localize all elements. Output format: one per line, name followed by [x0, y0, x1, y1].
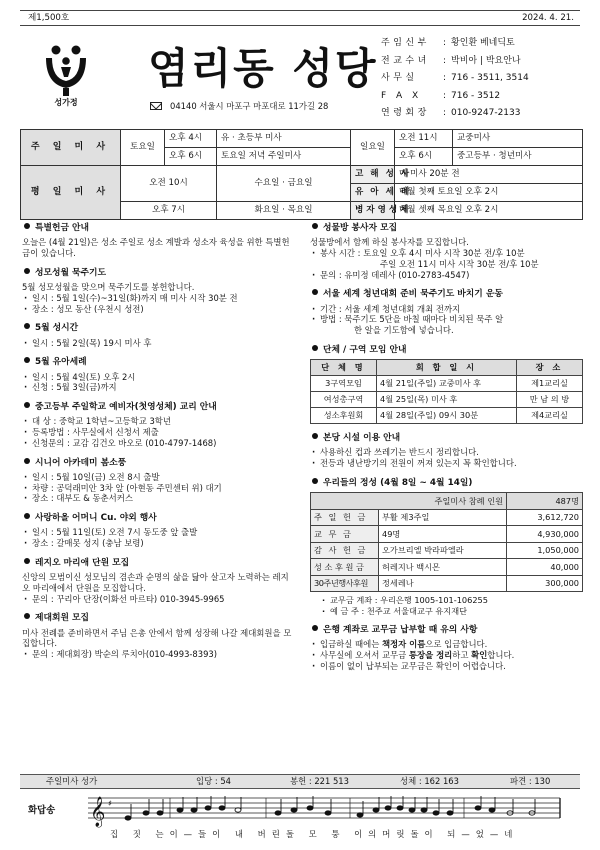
bullet-icon	[24, 458, 30, 464]
music-staff	[88, 792, 580, 828]
psalm-label: 화답송	[28, 805, 56, 816]
bullet-icon	[24, 402, 30, 408]
bullet-icon	[24, 323, 30, 329]
groups-table: 단 체 명 회 합 일 시 장 소 3구역모임 4월 21일(주일) 교중미사 후 제1교리실 여성총구역 4월 25일(목) 미사 후 만 남 의 방 성소후원회 4월 28일(주일) 09시 30분 제4교리실	[310, 359, 583, 424]
table-row: 주 일 헌 금 부활 제3주일 3,612,720	[311, 509, 583, 526]
rosary-section: 성모성월 묵주기도 5월 성모성월을 맞으며 묵주기도를 봉헌합니다. · 일시 : 5월 1일(수)~31일(화)까지 매 미사 시작 30분 전 · 장소 : 성모 동산 (우천시 성전)	[22, 268, 296, 315]
top-strip	[20, 10, 580, 26]
transfer-notice-section: 은행 계좌로 교무금 납부할 때 유의 사항 · 입금하실 때에는 책정자 이름으로 입금합니다. · 사무실에 오셔서 교무금 통장을 정리하고 확인합니다. · 이름이 없이 납부되는 교무금은 확인이 어렵습니다.	[310, 625, 582, 672]
table-row: 감 사 헌 금 오가브리엘 박라파엘라 1,050,000	[311, 542, 583, 559]
mail-icon	[150, 102, 162, 110]
parish-address: 04140 서울시 마포구 마포대로 11가길 28	[150, 101, 328, 112]
wyd-rosary-section: 서울 세계 청년대회 준비 묵주기도 바치기 운동 · 기간 : 서울 세계 청년대회 개최 전까지 · 방법 : 묵주기도 5단을 바칠 때마다 비치된 묵주 알 한 알을 기도함에 넣습니다.	[310, 289, 582, 336]
bullet-icon	[312, 478, 318, 484]
bullet-icon	[24, 357, 30, 363]
left-column	[22, 223, 296, 669]
altar-section: 제대회원 모집 미사 전례를 준비하면서 주님 은총 안에서 함께 성장해 나갈 제대회원을 모집합니다. · 문의 : 제대회장) 박순의 루치아(010-4993-8393)	[22, 613, 296, 660]
hymn-stats-bar: 주일미사 성가 입당 : 54 봉헌 : 221 513 성체 : 162 163 파견 : 130	[20, 774, 580, 789]
bullet-icon	[312, 345, 318, 351]
sunday-mass-label: 주 일 미 사	[21, 130, 121, 166]
volunteer-section: 성물방 봉사자 모집 성물방에서 함께 하실 봉사자를 모집합니다. · 봉사 시간 : 토요일 오후 4시 미사 시작 30분 전/후 10분 주일 오전 11시 미사 시작 30분 전/후 10분 · 문의 : 유미정 데레사 (010-2783-4547)	[310, 223, 582, 280]
holy-family-logo	[42, 44, 90, 104]
table-row: 성 소 후 원 금 허레지나 백시몬 40,000	[311, 559, 583, 576]
svg-text:♯: ♯	[108, 799, 112, 808]
bullet-icon	[312, 625, 318, 631]
contact-row: F A X : 716 - 3512	[381, 90, 501, 101]
bullet-icon	[312, 433, 318, 439]
bullet-icon	[24, 513, 30, 519]
mass-schedule-table: 주 일 미 사 토요일 오후 4시 유 · 초등부 미사 일요일 오전 11시 교중미사 오후 6시 토요일 저녁 주일미사 오후 6시 중고등부 · 청년미사 평 일 미 사 오전 10시 수요일 · 금요일 고 해 성 사 매 미사 20분 전 유 아 세 례 매월 첫째 토요일 오후 2시 오후 7시 화요일 · 목요일 병 자 영 성 체 매월 셋째 목요일 오후 2시	[20, 129, 583, 220]
hymn-label: 주일미사 성가	[46, 776, 98, 786]
contact-row: 연령회장 : 010-9247-2133	[381, 108, 521, 118]
offering-section: 우리들의 정성 (4월 8일 ~ 4월 14일) 주일미사 참례 인원 487명 주 일 헌 금 부활 제3주일 3,612,720 교 무 금 49명 4,930,000 감 사 헌 금 오가브리엘 박라파엘라 1,050,000 성 소 후 원 금 허레지나 백시몬 40,000 30주년행사후원 정세레나 300,000 · 교무금 계좌 : 우리은행 1005-101-106255 · 예 금 주 : 천주교 서울대교구 유지재단	[310, 478, 582, 616]
catechism-section: 중고등부 주일학교 예비자(첫영성체) 교리 안내 · 대 상 : 중학교 1학년~고등학교 3학년 · 등록방법 : 사무실에서 신청서 제출 · 신청문의 : 교감 김건오 바오로 (010-4797-1468)	[22, 402, 296, 449]
table-row: 성소후원회 4월 28일(주일) 09시 30분 제4교리실	[311, 408, 583, 424]
contact-row: 사무실 : 716 - 3511, 3514	[381, 73, 529, 83]
bullet-icon	[24, 223, 30, 229]
contact-row: 전교수녀 : 박비아 | 박요안나	[381, 55, 521, 66]
bullet-icon	[312, 223, 318, 229]
senior-academy-section: 시니어 아카데미 봄소풍 · 일시 : 5월 10일(금) 오전 8시 출발 · 차량 : 공덕래미안 3차 앞 (아현동 주민센터 위) 대기 · 장소 : 대부도 & 동춘서커스	[22, 458, 296, 505]
table-row: 3구역모임 4월 21일(주일) 교중미사 후 제1교리실	[311, 376, 583, 392]
holy-hour-section: 5월 성시간 · 일시 : 5월 2일(목) 19시 미사 후	[22, 323, 296, 348]
facility-section: 본당 시설 이용 안내 · 사용하신 컵과 쓰레기는 반드시 정리합니다. · 전등과 냉난방기의 전원이 꺼져 있는지 꼭 확인합니다.	[310, 433, 582, 469]
bullet-icon	[24, 558, 30, 564]
bullet-icon	[24, 268, 30, 274]
issue-date: 2024. 4. 21.	[522, 13, 574, 23]
weekday-mass-label: 평 일 미 사	[21, 166, 121, 220]
table-row: 30주년행사후원 정세레나 300,000	[311, 575, 583, 592]
psalm-lyrics: 집 짓 는이—들이 내 버린돌 모 퉁 이의머릿돌이 되—었—네	[110, 829, 519, 839]
table-row: 여성총구역 4월 25일(목) 미사 후 만 남 의 방	[311, 392, 583, 408]
logo-caption: 성가정	[54, 98, 78, 107]
infant-baptism-section: 5월 유아세례 · 일시 : 5월 4일(토) 오후 2시 · 신청 : 5월 3일(금)까지	[22, 357, 296, 393]
legio-section: 레지오 마리애 단원 모집 신앙의 모범이신 성모님의 겸손과 순명의 삶을 닮아 살고자 노력하는 레지오 마리애에서 단원을 모집합니다. · 문의 : 꾸리아 단장(이화선 마르타) 010-3945-9965	[22, 558, 296, 605]
mothers-event-section: 사랑하올 어머니 Cu. 야외 행사 · 일시 : 5월 11일(토) 오전 7시 동도중 앞 출발 · 장소 : 갈매못 성지 (충남 보령)	[22, 513, 296, 549]
treble-clef-icon: 𝄞	[90, 797, 106, 827]
contacts-block	[381, 38, 581, 126]
bullet-icon	[24, 613, 30, 619]
issue-number: 제1,500호	[28, 13, 70, 23]
table-row: 교 무 금 49명 4,930,000	[311, 526, 583, 543]
offering-table: 주일미사 참례 인원 487명 주 일 헌 금 부활 제3주일 3,612,720 교 무 금 49명 4,930,000 감 사 헌 금 오가브리엘 박라파엘라 1,050,000 성 소 후 원 금 허레지나 백시몬 40,000 30주년행사후원 정세레나 300,000	[310, 492, 583, 592]
special-collection-section: 특별헌금 안내 오늘은 (4월 21일)은 성소 주일로 성소 계발과 성소자 육성을 위한 특별헌금이 있습니다.	[22, 223, 290, 258]
parish-title: 염리동 성당	[148, 44, 378, 93]
groups-section: 단체 / 구역 모임 안내 단 체 명 회 합 일 시 장 소 3구역모임 4월 21일(주일) 교중미사 후 제1교리실 여성총구역 4월 25일(목) 미사 후 만 남 의 방 성소후원회 4월 28일(주일) 09시 30분 제4교리실	[310, 345, 582, 424]
bullet-icon	[312, 289, 318, 295]
contact-row: 주임신부 : 황인환 베네딕토	[381, 38, 515, 48]
right-column	[310, 223, 582, 681]
